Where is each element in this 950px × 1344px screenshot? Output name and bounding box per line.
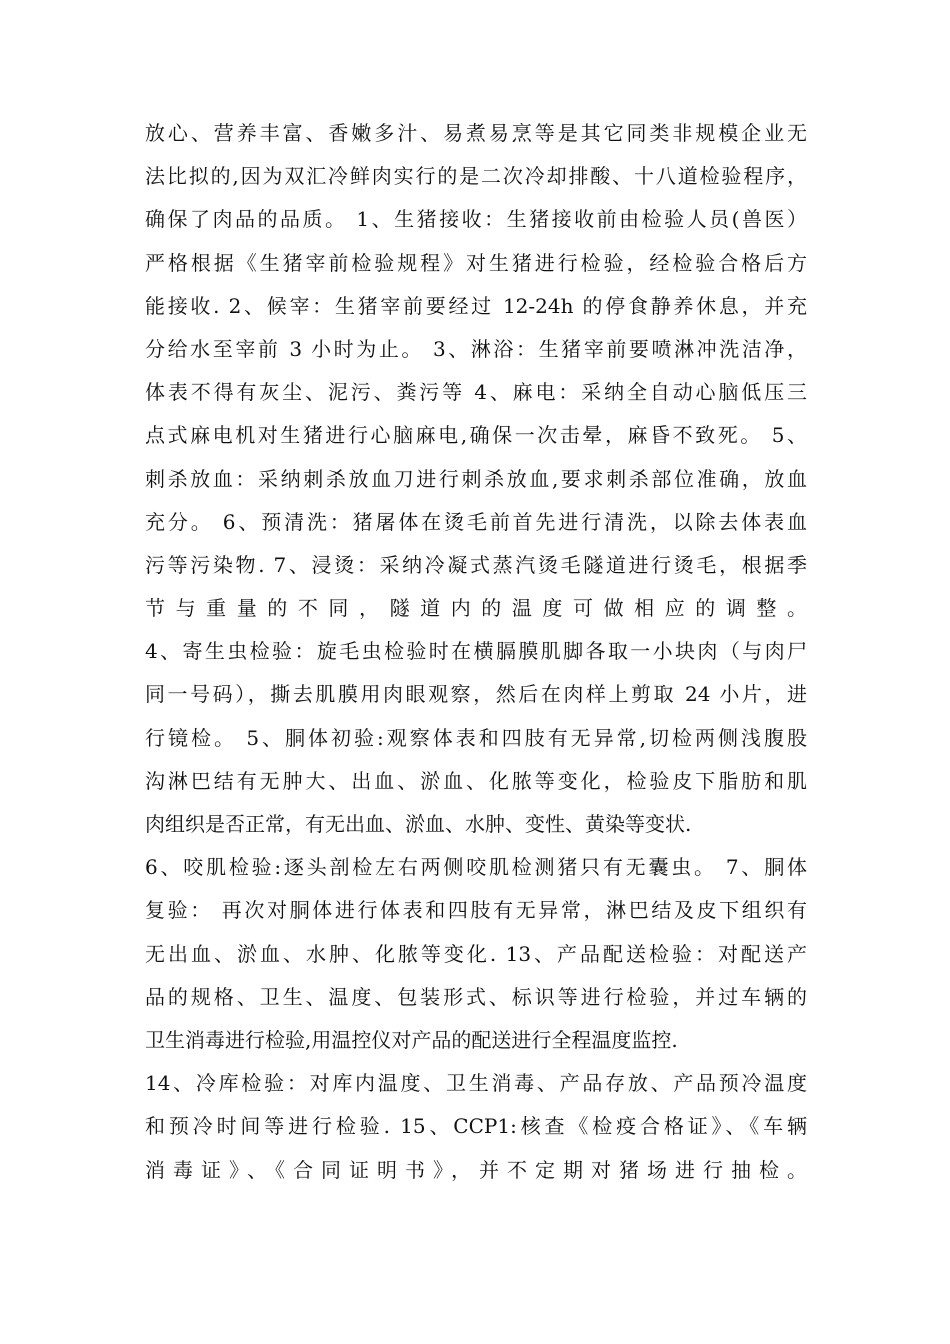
document-body-text [145, 112, 807, 1192]
text-line: 无出血、淤血、水肿、化脓等变化. 13、产品配送检验：对配送产 [145, 941, 807, 966]
text-line: 充分。 6、预清洗：猪屠体在烫毛前首先进行清洗，以除去体表血 [145, 509, 807, 534]
text-line: 4、寄生虫检验：旋毛虫检验时在横膈膜肌脚各取一小块肉（与肉尸 [145, 639, 807, 664]
text-line: 同一号码），撕去肌膜用肉眼观察，然后在肉样上剪取 24 小片，进 [145, 682, 807, 707]
text-line: 严格根据《生猪宰前检验规程》对生猪进行检验，经检验合格后方 [145, 250, 807, 275]
text-line: 分给水至宰前 3 小时为止。 3、淋浴：生猪宰前要喷淋冲洗洁净， [145, 336, 807, 361]
text-line: 体表不得有灰尘、泥污、粪污等 4、麻电：采纳全自动心脑低压三 [145, 380, 807, 405]
text-line: 肉组织是否正常，有无出血、淤血、水肿、变性、黄染等变状. [145, 812, 692, 836]
text-line: 放心、营养丰富、香嫩多汁、易煮易烹等是其它同类非规模企业无 [145, 121, 807, 145]
text-line: 消毒证》、《合同证明书》，并不定期对猪场进行抽检。 [145, 1157, 807, 1182]
text-line: 和预冷时间等进行检验. 15、CCP1:核查《检疫合格证》、《车辆 [145, 1114, 807, 1139]
text-line: 刺杀放血：采纳刺杀放血刀进行刺杀放血,要求刺杀部位准确，放血 [145, 466, 807, 491]
text-line: 6、咬肌检验:逐头剖检左右两侧咬肌检测猪只有无囊虫。 7、胴体 [145, 855, 807, 880]
text-line: 点式麻电机对生猪进行心脑麻电,确保一次击晕，麻昏不致死。 5、 [145, 423, 807, 448]
text-line: 能接收. 2、候宰：生猪宰前要经过 12-24h 的停食静养休息，并充 [145, 293, 807, 318]
text-line: 法比拟的,因为双汇冷鲜肉实行的是二次冷却排酸、十八道检验程序， [145, 164, 807, 189]
text-line: 卫生消毒进行检验,用温控仪对产品的配送进行全程温度监控. [145, 1027, 678, 1052]
text-line: 污等污染物. 7、浸烫：采纳冷凝式蒸汽烫毛隧道进行烫毛，根据季 [145, 552, 807, 577]
text-line: 14、冷库检验：对库内温度、卫生消毒、产品存放、产品预冷温度 [145, 1071, 807, 1096]
text-line: 行镜检。 5、胴体初验:观察体表和四肢有无异常,切检两侧浅腹股 [145, 725, 807, 750]
text-line: 节与重量的不同，隧道内的温度可做相应的调整。 [145, 596, 807, 621]
text-line: 品的规格、卫生、温度、包装形式、标识等进行检验，并过车辆的 [145, 984, 807, 1009]
text-line: 复验： 再次对胴体进行体表和四肢有无异常，淋巴结及皮下组织有 [145, 898, 807, 923]
text-line: 沟淋巴结有无肿大、出血、淤血、化脓等变化，检验皮下脂肪和肌 [145, 768, 807, 793]
text-line: 确保了肉品的品质。 1、生猪接收：生猪接收前由检验人员(兽医） [145, 207, 807, 232]
